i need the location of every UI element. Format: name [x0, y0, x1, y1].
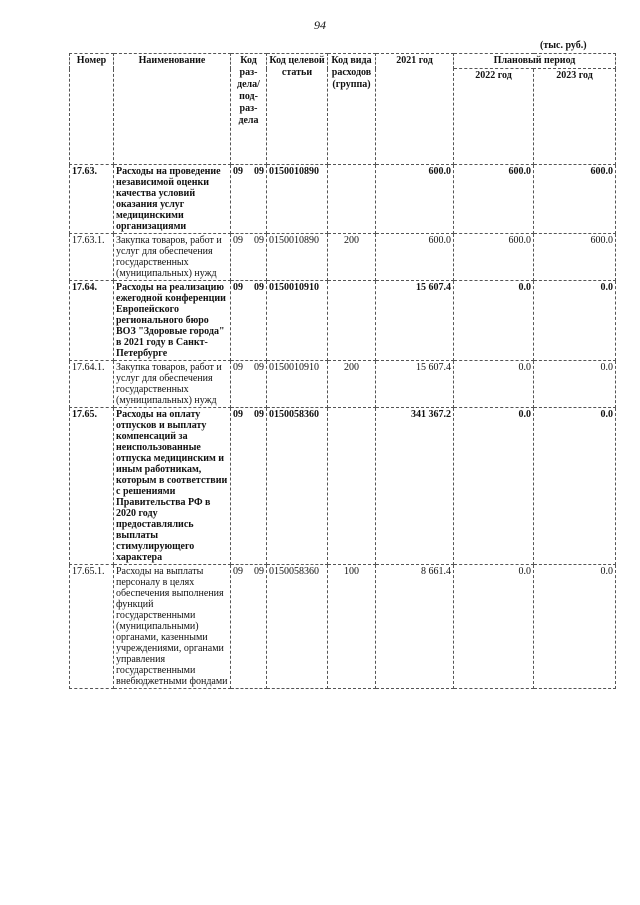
row-value-2023: 600.0	[534, 234, 616, 281]
row-value-2021: 15 607.4	[376, 361, 454, 408]
row-value-2022: 0.0	[454, 281, 534, 361]
row-value-2021: 15 607.4	[376, 281, 454, 361]
row-number: 17.63.1.	[70, 234, 114, 281]
row-expense-type: 200	[328, 361, 376, 408]
header-year-2023: 2023 год	[534, 69, 616, 165]
row-value-2023: 0.0	[534, 281, 616, 361]
row-value-2023: 0.0	[534, 361, 616, 408]
row-value-2021: 600.0	[376, 165, 454, 234]
row-section: 09	[233, 566, 243, 577]
row-expense-type	[328, 408, 376, 565]
row-expense-type	[328, 281, 376, 361]
row-section: 09	[233, 282, 243, 293]
row-subsection: 09	[254, 566, 264, 577]
row-subsection: 09	[254, 166, 264, 177]
row-section: 09	[233, 409, 243, 420]
row-value-2023: 0.0	[534, 408, 616, 565]
row-name: Расходы на оплату отпусков и выплату компенсаций за неиспользованные отпуска медицинским и иным работникам, которым в соответствии с решениями Правительства РФ в 2020 году предоставлялись выплаты стимулирующего характера	[114, 408, 231, 565]
row-subsection: 09	[254, 235, 264, 246]
table-row	[70, 281, 616, 361]
header-plan-period: Плановый период	[454, 54, 616, 69]
row-value-2022: 0.0	[454, 565, 534, 689]
row-target-article: 0150058360	[267, 565, 328, 689]
row-name: Расходы на реализацию ежегодной конференции Европейского регионального бюро ВОЗ "Здоровые города" в 2021 году в Санкт-Петербурге	[114, 281, 231, 361]
header-target-article: Код целевой статьи	[267, 54, 328, 165]
units-label: (тыс. руб.)	[540, 40, 587, 51]
row-section: 09	[233, 362, 243, 373]
header-expense-type: Код вида расходов (группа)	[328, 54, 376, 165]
row-target-article: 0150010910	[267, 361, 328, 408]
row-razdel	[231, 165, 267, 234]
row-expense-type: 200	[328, 234, 376, 281]
row-value-2022: 600.0	[454, 165, 534, 234]
budget-table	[69, 53, 616, 689]
row-target-article: 0150058360	[267, 408, 328, 565]
header-razdel: Код раз-дела/ под-раз-дела	[231, 54, 267, 165]
header-year-2021: 2021 год	[376, 54, 454, 165]
row-number: 17.64.	[70, 281, 114, 361]
table-row	[70, 234, 616, 281]
row-target-article: 0150010890	[267, 234, 328, 281]
row-number: 17.65.1.	[70, 565, 114, 689]
row-name: Закупка товаров, работ и услуг для обеспечения государственных (муниципальных) нужд	[114, 234, 231, 281]
row-expense-type: 100	[328, 565, 376, 689]
row-target-article: 0150010890	[267, 165, 328, 234]
row-subsection: 09	[254, 282, 264, 293]
row-section: 09	[233, 235, 243, 246]
row-expense-type	[328, 165, 376, 234]
row-name: Расходы на выплаты персоналу в целях обеспечения выполнения функций государственными (муниципальными) органами, казенными учреждениями, органами управления государственными внебюджетными фондами	[114, 565, 231, 689]
row-razdel	[231, 234, 267, 281]
row-name: Закупка товаров, работ и услуг для обеспечения государственных (муниципальных) нужд	[114, 361, 231, 408]
table-row	[70, 408, 616, 565]
row-number: 17.63.	[70, 165, 114, 234]
row-name: Расходы на проведение независимой оценки качества условий оказания услуг медицинскими организациями	[114, 165, 231, 234]
row-value-2023: 0.0	[534, 565, 616, 689]
row-subsection: 09	[254, 362, 264, 373]
row-number: 17.64.1.	[70, 361, 114, 408]
table-body	[70, 165, 616, 689]
row-value-2021: 600.0	[376, 234, 454, 281]
row-number: 17.65.	[70, 408, 114, 565]
row-target-article: 0150010910	[267, 281, 328, 361]
row-value-2022: 0.0	[454, 361, 534, 408]
page-number: 94	[314, 18, 326, 32]
row-razdel	[231, 565, 267, 689]
row-value-2021: 341 367.2	[376, 408, 454, 565]
row-value-2022: 600.0	[454, 234, 534, 281]
header-number: Номер	[70, 54, 114, 165]
table-row	[70, 165, 616, 234]
table-row	[70, 565, 616, 689]
row-razdel	[231, 408, 267, 565]
row-value-2023: 600.0	[534, 165, 616, 234]
row-razdel	[231, 361, 267, 408]
row-value-2022: 0.0	[454, 408, 534, 565]
table-row	[70, 361, 616, 408]
row-razdel	[231, 281, 267, 361]
row-subsection: 09	[254, 409, 264, 420]
header-name: Наименование	[114, 54, 231, 165]
row-section: 09	[233, 166, 243, 177]
row-value-2021: 8 661.4	[376, 565, 454, 689]
header-year-2022: 2022 год	[454, 69, 534, 165]
